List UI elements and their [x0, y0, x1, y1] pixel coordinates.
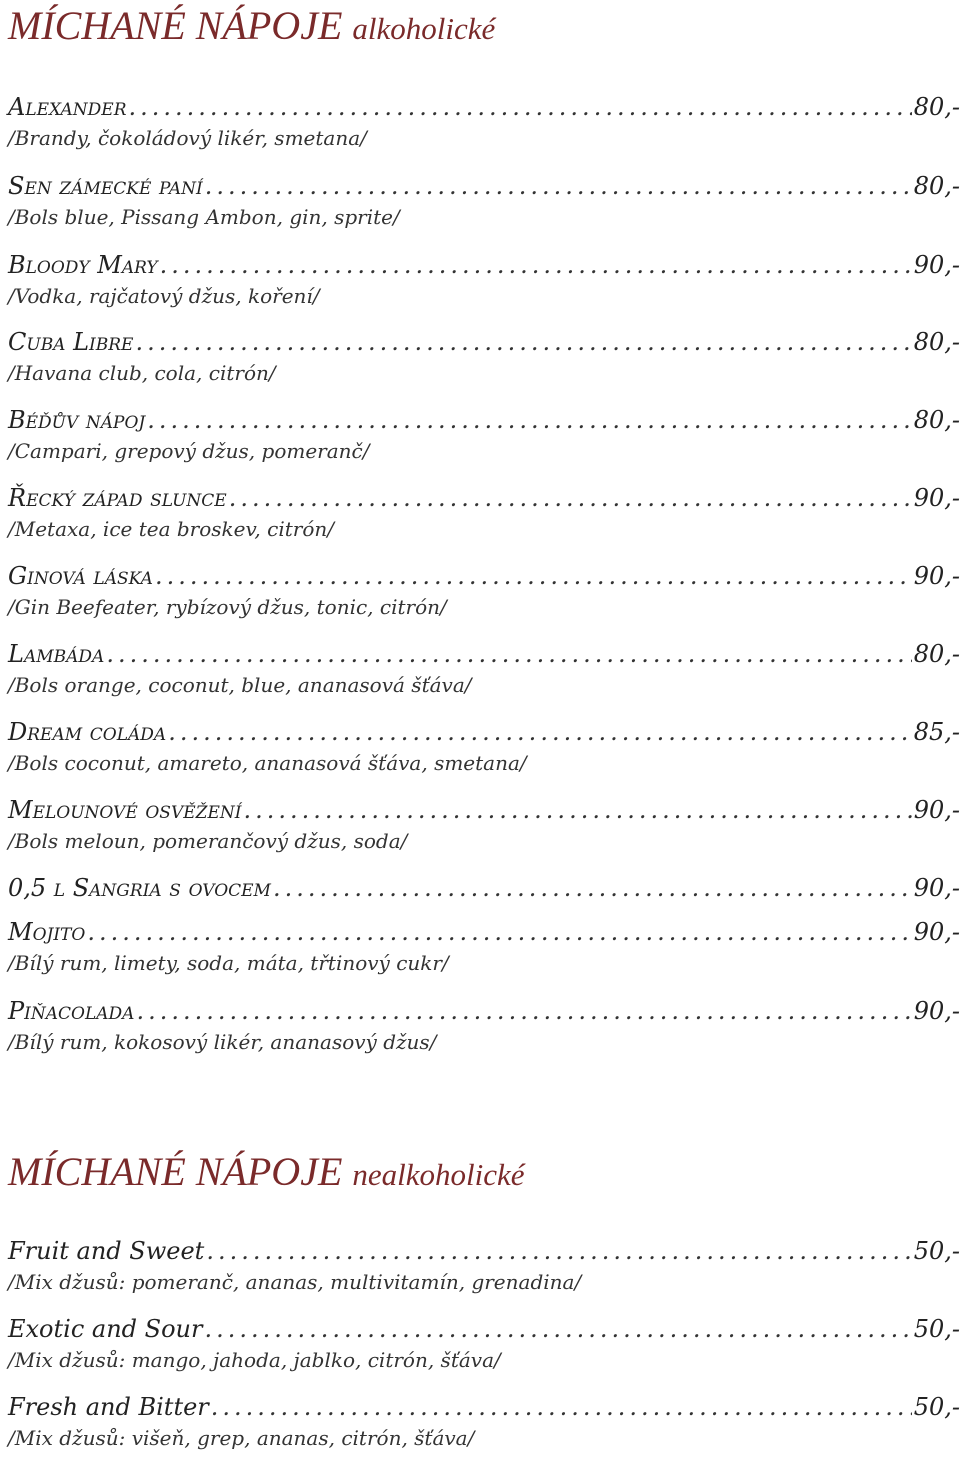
section-subtitle: nealkoholické: [352, 1157, 525, 1192]
section-subtitle: alkoholické: [352, 11, 496, 46]
leader-dots: [168, 715, 912, 749]
leader-dots: [160, 248, 912, 282]
menu-item-fresh-and-bitter: [8, 1390, 960, 1452]
menu-item-cuba-libre: [8, 325, 960, 387]
section-alcoholic-heading: [8, 2, 495, 53]
menu-item-sen-zamecke-pani: [8, 169, 960, 231]
item-name: Fruit and Sweet: [8, 1237, 205, 1265]
menu-item-ginova-laska: [8, 559, 960, 621]
item-name: Bloody Mary: [8, 251, 158, 279]
item-description: /Mix džusů: pomeranč, ananas, multivitamín, grenadina/: [8, 1270, 582, 1294]
item-price: 90,-: [913, 796, 960, 824]
item-name: Béďův nápoj: [8, 406, 146, 434]
item-name: Piňacolada: [8, 997, 135, 1025]
item-name: 0,5 l Sangria s ovocem: [8, 874, 271, 902]
item-description: /Bols coconut, amareto, ananasová šťáva, smetana/: [8, 751, 527, 775]
menu-item-recky-zapad-slunce: [8, 481, 960, 543]
item-price: 90,-: [913, 484, 960, 512]
item-description: /Havana club, cola, citrón/: [8, 361, 276, 385]
item-price: 80,-: [913, 640, 960, 668]
item-price: 50,-: [913, 1237, 960, 1265]
menu-item-pinacolada: [8, 994, 960, 1056]
item-name: Lambáda: [8, 640, 105, 668]
section-title: MÍCHANÉ NÁPOJE: [8, 1149, 343, 1194]
item-name: Alexander: [8, 93, 127, 121]
item-description: /Mix džusů: višeň, grep, ananas, citrón, šťáva/: [8, 1426, 475, 1450]
menu-item-dream-colada: [8, 715, 960, 777]
item-price: 90,-: [913, 918, 960, 946]
leader-dots: [147, 403, 911, 437]
leader-dots: [87, 915, 911, 949]
item-name: Cuba Libre: [8, 328, 134, 356]
menu-item-fruit-and-sweet: [8, 1234, 960, 1296]
item-price: 50,-: [913, 1393, 960, 1421]
item-price: 90,-: [913, 562, 960, 590]
leader-dots: [229, 481, 912, 515]
item-name: Dream coláda: [8, 718, 167, 746]
item-price: 90,-: [913, 874, 960, 902]
item-description: /Bols meloun, pomerančový džus, soda/: [8, 829, 408, 853]
leader-dots: [155, 559, 912, 593]
menu-item-exotic-and-sour: [8, 1312, 960, 1374]
item-description: /Vodka, rajčatový džus, koření/: [8, 284, 320, 308]
section-title: MÍCHANÉ NÁPOJE: [8, 3, 343, 48]
leader-dots: [204, 1312, 911, 1346]
item-description: /Brandy, čokoládový likér, smetana/: [8, 126, 367, 150]
item-name: Mojito: [8, 918, 86, 946]
item-price: 80,-: [913, 172, 960, 200]
item-price: 50,-: [913, 1315, 960, 1343]
item-description: /Mix džusů: mango, jahoda, jablko, citrón, šťáva/: [8, 1348, 501, 1372]
leader-dots: [243, 793, 911, 827]
item-name: Sen zámecké paní: [8, 172, 203, 200]
item-description: /Bílý rum, limety, soda, máta, třtinový cukr/: [8, 951, 449, 975]
item-name: Řecký západ slunce: [8, 484, 227, 512]
menu-item-lambada: [8, 637, 960, 699]
item-description: /Metaxa, ice tea broskev, citrón/: [8, 517, 334, 541]
item-name: Melounové osvěžení: [8, 796, 242, 824]
item-name: Exotic and Sour: [8, 1315, 203, 1343]
item-price: 80,-: [913, 406, 960, 434]
section-nonalcoholic-heading: [8, 1148, 525, 1199]
menu-item-sangria: [8, 871, 960, 905]
leader-dots: [129, 90, 912, 124]
item-description: /Campari, grepový džus, pomeranč/: [8, 439, 370, 463]
item-description: /Bílý rum, kokosový likér, ananasový džus/: [8, 1030, 437, 1054]
menu-item-melounove-osvezeni: [8, 793, 960, 855]
leader-dots: [106, 637, 911, 671]
item-description: /Bols blue, Pissang Ambon, gin, sprite/: [8, 205, 400, 229]
menu-item-mojito: [8, 915, 960, 977]
menu-item-bloody-mary: [8, 248, 960, 310]
item-price: 80,-: [913, 328, 960, 356]
item-price: 90,-: [913, 251, 960, 279]
leader-dots: [136, 994, 911, 1028]
menu-item-beduv-napoj: [8, 403, 960, 465]
item-price: 85,-: [913, 718, 960, 746]
leader-dots: [135, 325, 911, 359]
leader-dots: [211, 1390, 912, 1424]
leader-dots: [205, 169, 912, 203]
item-description: /Bols orange, coconut, blue, ananasová šťáva/: [8, 673, 472, 697]
item-price: 90,-: [913, 997, 960, 1025]
item-name: Fresh and Bitter: [8, 1393, 209, 1421]
item-description: /Gin Beefeater, rybízový džus, tonic, citrón/: [8, 595, 447, 619]
leader-dots: [273, 871, 912, 905]
item-price: 80,-: [913, 93, 960, 121]
menu-item-alexander: [8, 90, 960, 152]
item-name: Ginová láska: [8, 562, 153, 590]
leader-dots: [206, 1234, 911, 1268]
